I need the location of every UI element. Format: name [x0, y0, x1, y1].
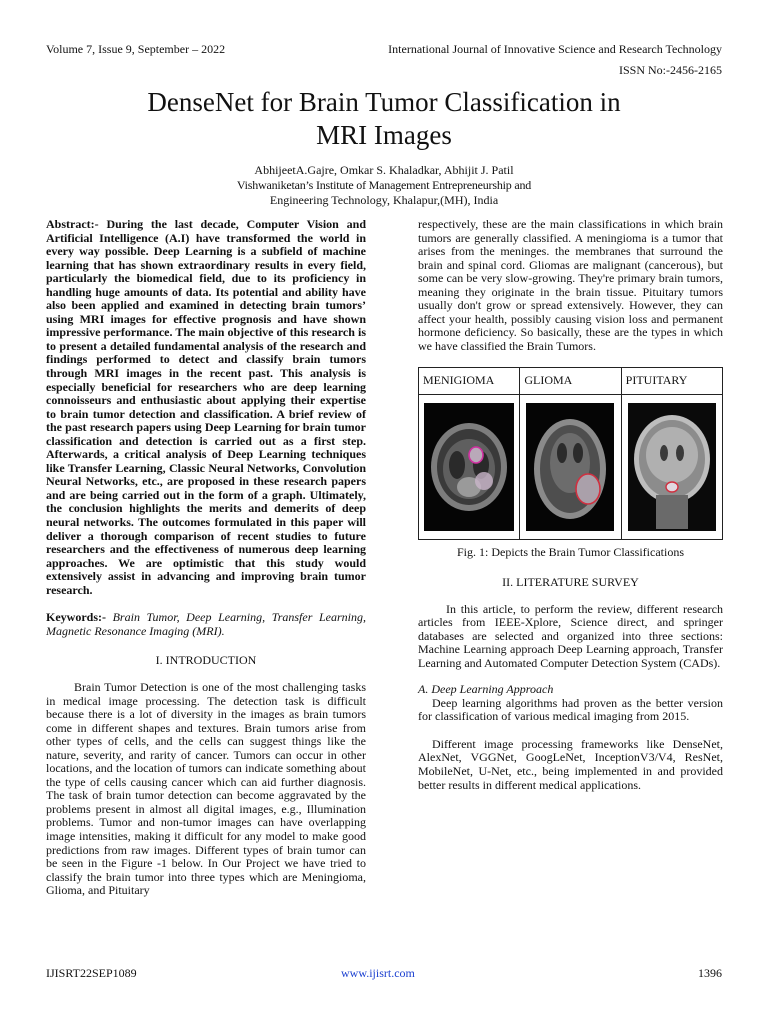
mri-cell-meningioma: [419, 395, 520, 539]
deep-learning-para-2: Different image processing frameworks like DenseNet, AlexNet, VGGNet, GoogLeNet, InceptionV3/V4, ResNet, MobileNet, U-Net, etc., being implemented in and provided better results in different medical applications.: [418, 736, 723, 792]
volume-info: Volume 7, Issue 9, September – 2022: [46, 42, 226, 56]
paper-title: [60, 86, 708, 152]
mri-meningioma-image: [424, 403, 514, 531]
figure-label-row: [419, 368, 722, 395]
journal-name: International Journal of Innovative Science and Research Technology: [388, 42, 722, 56]
abstract: Abstract:- During the last decade, Computer Vision and Artificial Intelligence (A.I) have transformed the world in every way possible. Deep Learning is a subfield of machine learning that has shown extraordinary results in every field, particularly the biomedical field, due to its proficiency in handling huge amounts of data. Its potential and ability have also been applied and examined in detecting brain tumors’ using MRI images for effective prognosis and have shown impressive performance. The main objective of this research is to present a detailed fundamental analysis of the research and findings performed to detect and classify brain tumors through MRI images in the recent past. This analysis is especially beneficial for researchers who are deep learning connoisseurs and enthusiastic about applying their expertise to brain tumor detection and classification. A brief review of the past research papers using Deep Learning for brain tumor classification and detection is carried out as a first step. Afterwards, a critical analysis of Deep Learning techniques like Transfer Learning, Classic Neural Networks, Convolution Neural Networks, etc., are proposed in these research papers and are being carried out in the form of a graph. Ultimately, the conclusion highlights the merits and demerits of deep neural networks. The outcomes formulated in this paper will deliver a thorough comparison of recent studies to future researchers and the effectiveness of numerous deep learning approaches. We are optimistic that this study would extensively assist in advancing and improving brain tumor research.: [46, 217, 366, 597]
figure-image-row: [419, 395, 722, 539]
deep-learning-para-1: Deep learning algorithms had proven as the better version for classification of various medical imaging from 2015.: [418, 695, 723, 724]
footer-website-link[interactable]: www.ijisrt.com: [341, 966, 415, 980]
footer-paper-id: IJISRT22SEP1089: [46, 966, 137, 980]
literature-survey-text: In this article, to perform the review, different research articles from IEEE-Xplore, Science direct, and springer databases are selected and organized into three sections: Machine Learning approach Deep Learning approach, Transfer Learning and Automated Computer Detection System (CADs).: [418, 601, 723, 670]
literature-survey-heading: II. LITERATURE SURVEY: [502, 575, 639, 590]
label-meningioma: MENIGIOMA: [419, 368, 520, 394]
author-block: [60, 163, 708, 208]
deep-learning-subheading: A. Deep Learning Approach: [418, 682, 554, 697]
label-pituitary: PITUITARY: [625, 373, 688, 388]
issn: ISSN No:-2456-2165: [618, 63, 722, 77]
mri-glioma-image: [526, 403, 614, 531]
intro-continuation: respectively, these are the main classifications in which brain tumors are generally classified. A meningioma is a tumor that arises from the meninges. the membranes that surround the brain and spinal cord. Gliomas are malignant (cancerous), but some can be very slow-growing. They're primary brain tumors, meaning they originate in the brain tissue. Pituitary tumors usually don't grow or spread extensively. However, they can affect your health, possibly causing vision loss and permanent hormone deficiency. So basically, these are the types in which we have classified the Brain Tumors.: [418, 217, 723, 353]
title-line-2: MRI Images: [316, 120, 452, 150]
figure-1-table: [418, 367, 723, 540]
mri-pituitary-image: [628, 403, 716, 531]
right-column: [418, 218, 723, 792]
left-column: [46, 218, 366, 898]
mri-cell-glioma: [520, 395, 621, 539]
label-glioma: GLIOMA: [520, 368, 621, 394]
title-line-1: DenseNet for Brain Tumor Classification in: [147, 87, 621, 117]
introduction-heading: I. INTRODUCTION: [155, 653, 257, 668]
keywords-text: Brain Tumor, Deep Learning, Transfer Learning, Magnetic Resonance Imaging (MRI).: [46, 610, 366, 638]
introduction-text: Brain Tumor Detection is one of the most challenging tasks in medical image processing. The detection task is difficult because there is a lot of diversity in the images as brain tumors come in different shapes and textures. Brain tumors arise from other types of cells, and the cells can suggest things like the nature, severity, and rarity of cancer. Tumors can occur in other locations, and the location of tumors can indicate something about the type of cells causing cancer which can aid further diagnosis. The task of brain tumor detection can become aggravated by the problems present in almost all digital images, e.g., Illumination problems. Tumor and non-tumor images can have overlapping image intensities, making it difficult for any model to make good predictions from raw images. Different types of brain tumor can be seen in the Figure -1 below. In Our Project we have tried to classify the brain tumor into three types which are Meningioma, Glioma, and Pituitary: [46, 679, 366, 898]
mri-cell-pituitary: [622, 395, 722, 539]
keywords: [46, 611, 366, 638]
page-number: 1396: [698, 966, 722, 980]
author-names: AbhijeetA.Gajre, Omkar S. Khaladkar, Abhijit J. Patil: [254, 163, 514, 177]
affiliation-line-2: Engineering Technology, Khalapur,(MH), India: [269, 193, 499, 207]
figure-caption: Fig. 1: Depicts the Brain Tumor Classifications: [457, 545, 684, 560]
affiliation-line-1: Vishwaniketan’s Institute of Management Entrepreneurship and: [236, 178, 532, 192]
keywords-label: Keywords:-: [46, 610, 106, 625]
